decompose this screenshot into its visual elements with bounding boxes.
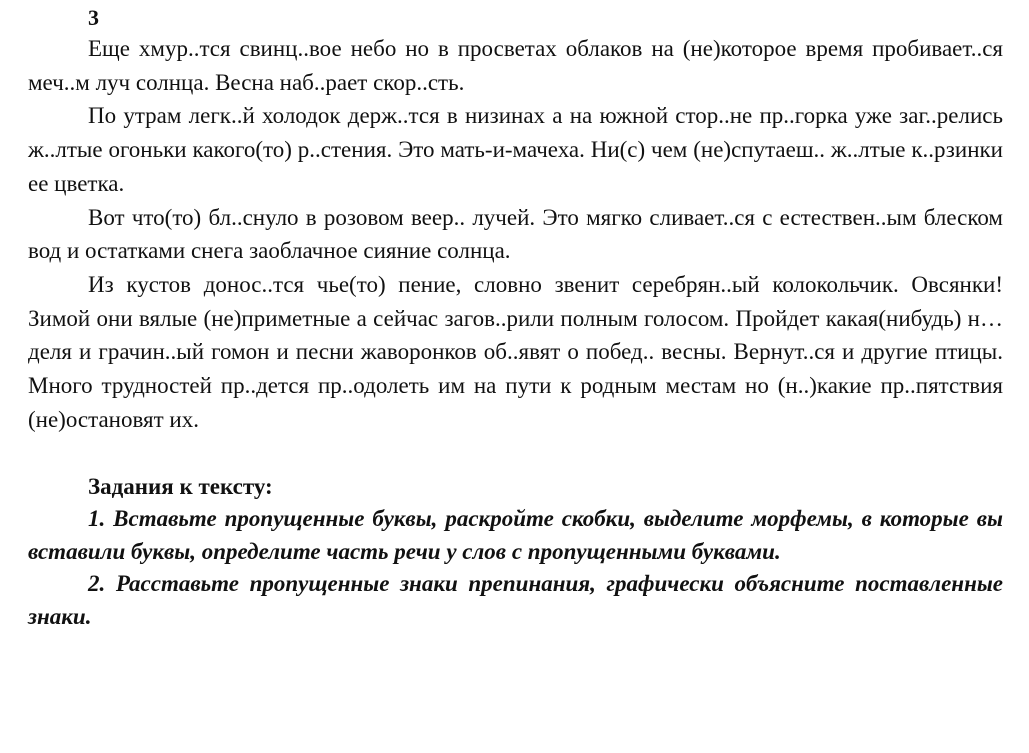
paragraph-3: Вот что(то) бл..снуло в розовом веер.. лучей. Это мягко сливает..ся с естествен..ым блеском вод и остатками снега заоблачное сияние солнца. xyxy=(28,204,1003,264)
paragraph-4: Из кустов донос..тся чье(то) пение, словно звенит серебрян..ый колокольчик. Овсянки! Зимой они вялые (не)приметные а сейчас загов..рили полным голосом. Пройдет какая(нибудь) н…деля и грачин..ый гомон и песни жаворонков об..явят о побед.. весны. Вернут..ся и другие птицы. Много трудностей пр..дется пр..одолеть им на пути к родным местам но (н..)какие пр..пятствия (не)остановят их. xyxy=(28,271,1003,432)
paragraph-1: Еще хмур..тся свинц..вое небо но в просветах облаков на (не)которое время пробивает..ся меч..м луч солнца. Весна наб..рает скор..сть. xyxy=(28,36,1003,95)
text-body xyxy=(28,32,1003,436)
tasks-heading: Задания к тексту: xyxy=(88,474,273,500)
paragraph-2: По утрам легк..й холодок держ..тся в низинах а на южной стор..не пр..горка уже заг..релись ж..лтые огоньки какого(то) р..стения. Это мать-и-мачеха. Ни(с) чем (не)спутаеш.. ж..лтые к..рзинки ее цветка. xyxy=(28,103,1003,196)
document-page xyxy=(28,0,1003,633)
tasks-section xyxy=(28,470,1003,633)
exercise-number: 3 xyxy=(88,5,99,30)
task-2: 2. Расставьте пропущенные знаки препинания, графически объясните поставленные знаки. xyxy=(28,571,1003,629)
task-1: 1. Вставьте пропущенные буквы, раскройте скобки, выделите морфемы, в которые вы вставили буквы, определите часть речи у слов с пропущенными буквами. xyxy=(28,506,1003,564)
